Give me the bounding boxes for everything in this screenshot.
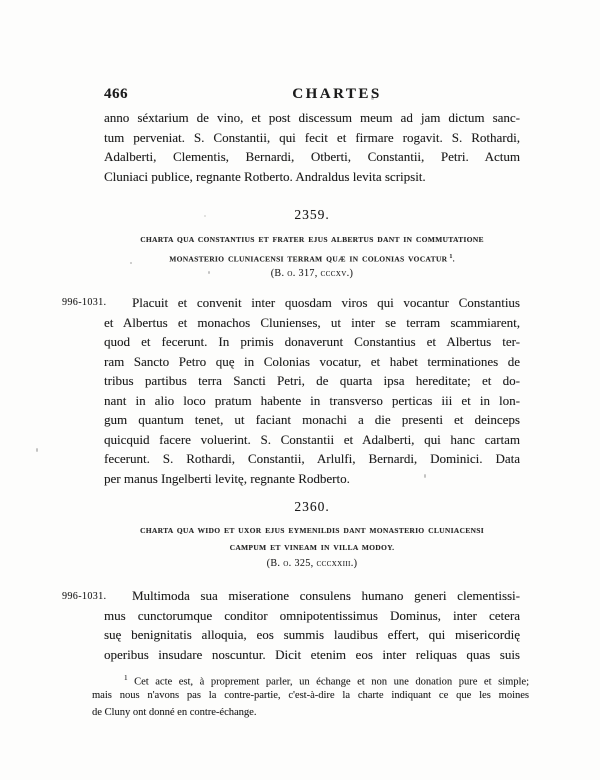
footnote-line: mais nous n'avons pas la contre-partie, c'est-à-dire la charte indiquant ce que les moines (92, 690, 529, 701)
text-line: tribus partibus terra Sancti Petri, de quarta ipsa hereditate; et do- (104, 373, 520, 388)
text-line: ram Sancto Petro quę in Colonias vocatur, et habet terminationes de (104, 353, 520, 369)
source-citation-2360: (B. o. 325, cccxxiii.) (266, 558, 358, 569)
text-line: gum quantum tenet, ut faciant monachi a die presenti et deinceps (104, 412, 520, 427)
source-citation-2359: (B. o. 317, cccxv.) (270, 268, 354, 279)
charter-heading-2360 (104, 523, 520, 556)
heading-line: CHARTA QUA WIDO ET UXOR EJUS EYMENILDIS DANT MONASTERIO CLUNIACENSI (140, 526, 484, 535)
footnote (92, 670, 529, 721)
running-title: CHARTES (292, 86, 382, 102)
text-line: Adalberti, Clementis, Bernardi, Otberti, Constantii, Petri. Actum (104, 149, 520, 164)
heading-line: MONASTERIO CLUNIACENSI TERRAM QUÆ IN COLONIAS VOCATUR $^1$. (169, 253, 455, 263)
footnote-line: de Cluny ont donné en contre-échange. (92, 707, 257, 718)
charter-body-2360 (104, 586, 520, 664)
charter-heading-2359 (104, 232, 520, 268)
text-line: per manus Ingelberti levitę, regnante Rodberto. (104, 470, 350, 486)
charter-body-2359 (104, 293, 520, 488)
text-line: tum perveniat. S. Constantii, qui fecit et firmare rogavit. S. Rothardi, (104, 129, 520, 145)
text-line: et Albertus et monachos Clunienses, ut inter se terram scammiarent, (104, 314, 520, 330)
text-line: Placuit et convenit inter quosdam viros qui vocantur Constantius (132, 295, 520, 310)
heading-line: CHARTA QUA CONSTANTIUS ET FRATER EJUS ALBERTUS DANT IN COMMUTATIONE (140, 235, 484, 244)
text-line: mus cunctorumque conditor omnipotentissimus Dominus, inter cetera (104, 607, 520, 623)
footnote-ref-number: 1 (124, 674, 128, 682)
text-line: suę benignitatis alloquia, eos summis laudibus effert, qui misericordię (104, 627, 520, 642)
text-line: quicquid facere voluerint. S. Constantii et Adalberti, qui hanc cartam (104, 431, 520, 447)
text-line: anno séxtarium de vino, et post discessum meum ad jam dictum sanc- (104, 110, 520, 125)
text-line: nant in alio loco pratum habente in transverso perticas iii et in lon- (104, 392, 520, 408)
scan-speck (36, 448, 38, 452)
text-line: quod et fecerunt. In primis donaverunt Constantius et Albertus ter- (104, 334, 520, 349)
charter-number-2360: 2360. (294, 499, 330, 514)
heading-line: CAMPUM ET VINEAM IN VILLA MODOY. (229, 542, 395, 552)
page-number: 466 (104, 86, 128, 102)
paragraph-continuation (104, 108, 520, 186)
text-line: fecerunt. S. Rothardi, Constantii, Arlulfi, Bernardi, Dominici. Data (104, 451, 520, 466)
charter-number-2359: 2359. (294, 207, 330, 222)
margin-date-2360: 996-1031. (62, 591, 107, 602)
text-line: Cluniaci publice, regnante Rotberto. Andraldus levita scripsit. (104, 168, 426, 184)
margin-date-2359: 996-1031. (62, 297, 107, 308)
text-line: Multimoda sua miseratione consulens humano generi clementissi- (132, 588, 520, 603)
text-line: operibus insudare noscuntur. Dicit etenim eos inter reliquas quas suis (104, 646, 520, 662)
footnote-line: $^1$ Cet acte est, à proprement parler, un échange et non une donation pure et simple; (124, 674, 529, 687)
footnote-ref-marker: 1 (449, 253, 453, 260)
